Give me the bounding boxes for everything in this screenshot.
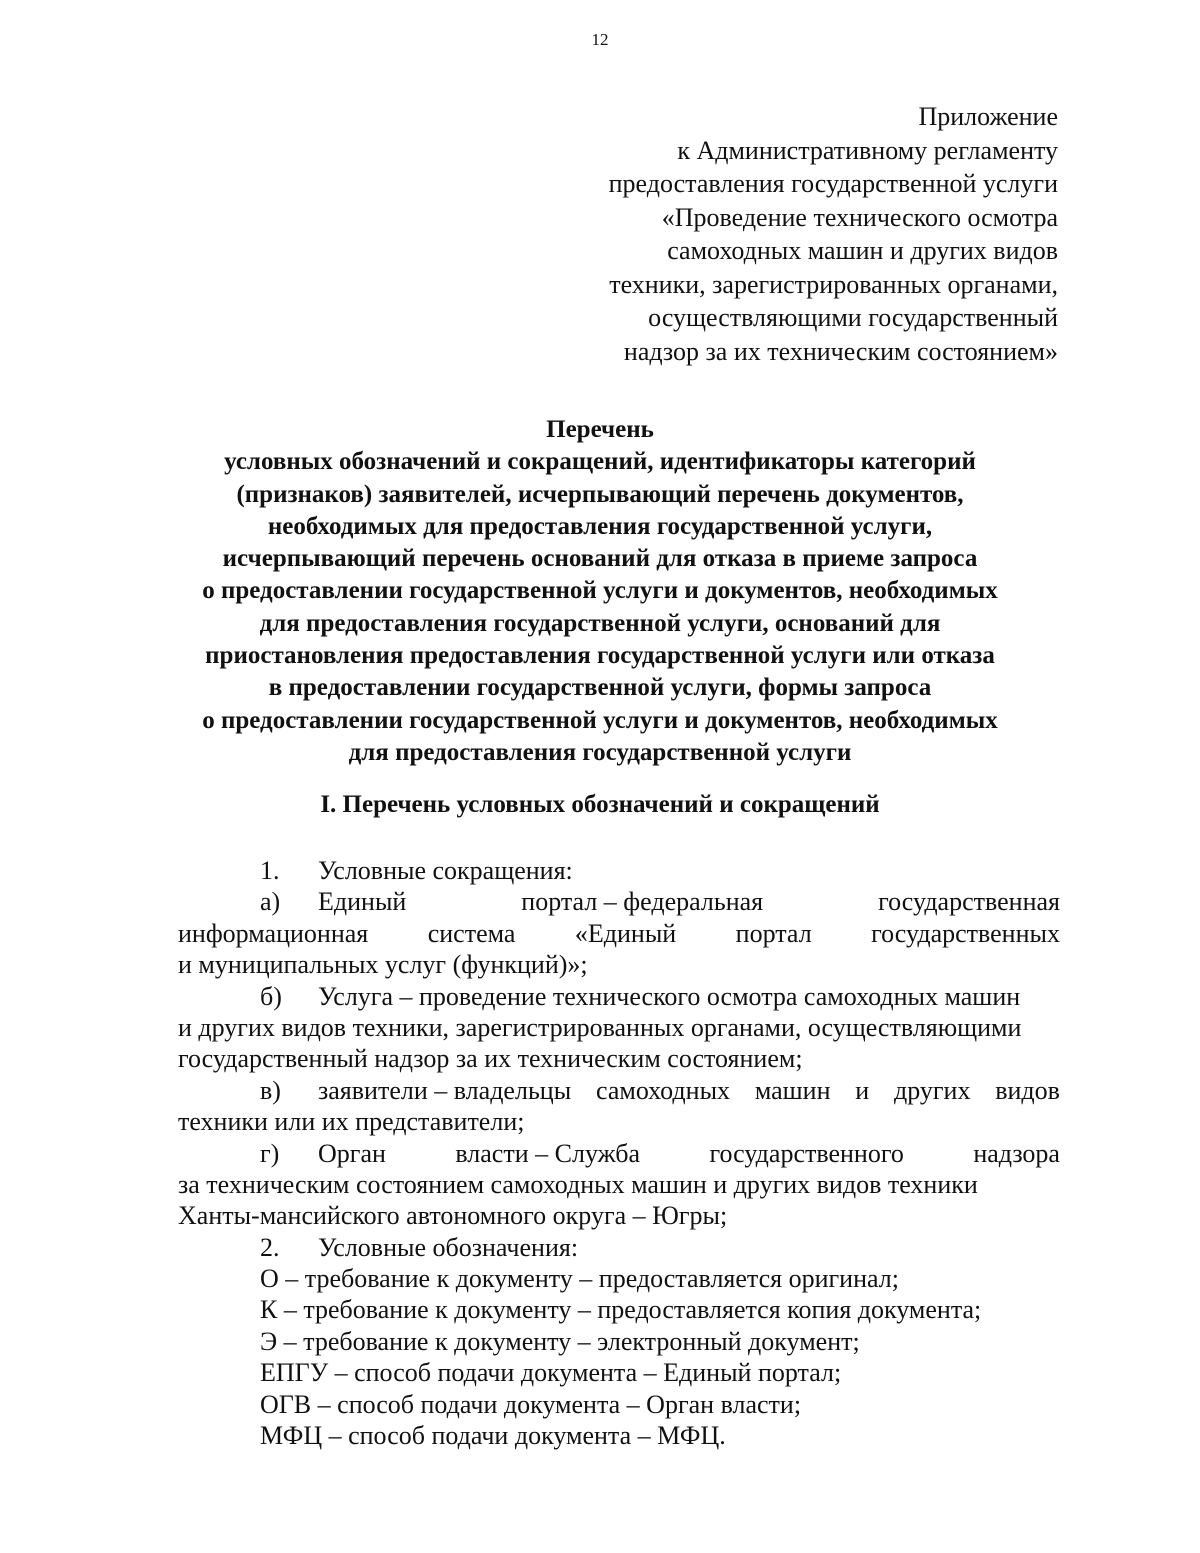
body-text <box>178 855 1060 1451</box>
document-title <box>140 414 1060 769</box>
list-item-2 <box>178 1232 1060 1263</box>
word <box>260 886 406 917</box>
appendix-header <box>498 100 1058 368</box>
title-line: в предоставлении государственной услуги, формы запроса <box>268 674 932 702</box>
subitem-b-line-1 <box>178 981 1060 1012</box>
appendix-line: к Административному регламенту <box>677 135 1058 165</box>
title-line: приостановления предоставления государственной услуги или отказа <box>205 642 995 670</box>
word: «Единый <box>574 918 677 948</box>
word: портал <box>735 918 812 948</box>
subitem-a-line-2 <box>178 918 1060 949</box>
word: Орган <box>318 1138 386 1168</box>
word: надзора <box>973 1138 1060 1168</box>
justified-line <box>260 1138 1060 1169</box>
title-line: (признаков) заявителей, исчерпывающий перечень документов, <box>236 480 964 508</box>
item-text: Условные обозначения: <box>318 1232 579 1262</box>
subitem-g-line-1 <box>178 1138 1060 1169</box>
word: и <box>855 1075 870 1105</box>
appendix-line: осуществляющими государственный <box>648 303 1058 332</box>
word: система <box>427 918 516 948</box>
item-text: Услуга – проведение технического осмотра самоходных машин <box>318 981 1021 1011</box>
word: видов <box>995 1075 1060 1105</box>
page-number: 12 <box>591 30 609 49</box>
justified-line <box>260 886 1060 917</box>
appendix-line: Приложение <box>918 102 1058 131</box>
item-text: Условные сокращения: <box>318 856 573 885</box>
justified-line <box>260 1075 1060 1106</box>
title-line: для предоставления государственной услуги, оснований для <box>259 609 941 637</box>
subitem-label: в) <box>260 1075 281 1105</box>
title-line: необходимых для предоставления государственной услуги, <box>267 512 933 540</box>
word: самоходных <box>595 1075 731 1105</box>
word <box>260 1138 386 1169</box>
appendix-line: надзор за их техническим состоянием» <box>623 336 1058 366</box>
title-line: исчерпывающий перечень оснований для отказа в приеме запроса <box>222 545 978 573</box>
notation-line: ОГВ – способ подачи документа – Орган власти; <box>260 1389 802 1419</box>
notation-line: Э – требование к документу – электронный документ; <box>260 1326 860 1356</box>
title-line: о предоставлении государственной услуги и документов, необходимых <box>202 706 998 734</box>
word: государственного <box>709 1138 904 1168</box>
word: информационная <box>178 918 369 948</box>
subitem-a-line-3: и муниципальных услуг (функций)»; <box>178 950 588 980</box>
justified-line <box>178 918 1060 949</box>
word: машин <box>754 1075 831 1105</box>
subitem-g-line-3: Ханты-мансийского автономного округа – Югры; <box>178 1201 728 1231</box>
word: власти – Служба <box>455 1138 640 1168</box>
title-line: условных обозначений и сокращений, идентификаторы категорий <box>224 448 976 476</box>
title-line: о предоставлении государственной услуги и документов, необходимых <box>202 577 998 605</box>
title-line: Перечень <box>546 416 654 443</box>
title-line: для предоставления государственной услуги <box>348 738 852 766</box>
word <box>260 1075 571 1106</box>
subitem-label: г) <box>260 1138 280 1168</box>
word: государственная <box>878 887 1060 917</box>
appendix-line: «Проведение технического осмотра <box>661 202 1058 232</box>
subitem-label: а) <box>260 887 281 917</box>
notation-line: ЕПГУ – способ подачи документа – Единый портал; <box>260 1358 842 1388</box>
word: Единый <box>318 887 407 917</box>
notation-line: К – требование к документу – предоставляется копия документа; <box>260 1295 982 1325</box>
appendix-line: самоходных машин и других видов <box>667 236 1058 265</box>
item-number: 1. <box>260 856 280 885</box>
appendix-line: техники, зарегистрированных органами, <box>609 269 1058 299</box>
subitem-label: б) <box>260 981 282 1011</box>
subitem-a-line-1 <box>178 886 1060 917</box>
word: других <box>893 1075 971 1105</box>
list-item-1 <box>178 855 1060 886</box>
word: заявители – владельцы <box>318 1075 572 1105</box>
subitem-b-line-2: и других видов техники, зарегистрированных органами, осуществляющими <box>178 1012 1022 1042</box>
subitem-v-line-1 <box>178 1075 1060 1106</box>
subitem-v-line-2: техники или их представители; <box>178 1107 525 1137</box>
notation-line: МФЦ – способ подачи документа – МФЦ. <box>260 1421 726 1451</box>
section-heading: I. Перечень условных обозначений и сокращений <box>320 791 880 818</box>
word: государственных <box>871 918 1060 948</box>
notation-line: О – требование к документу – предоставляется оригинал; <box>260 1264 899 1294</box>
subitem-b-line-3: государственный надзор за их техническим состоянием; <box>178 1044 803 1074</box>
subitem-g-line-2: за техническим состоянием самоходных машин и других видов техники <box>178 1169 978 1199</box>
item-number: 2. <box>260 1232 280 1262</box>
word: портал – федеральная <box>521 887 764 917</box>
appendix-line: предоставления государственной услуги <box>608 169 1058 198</box>
